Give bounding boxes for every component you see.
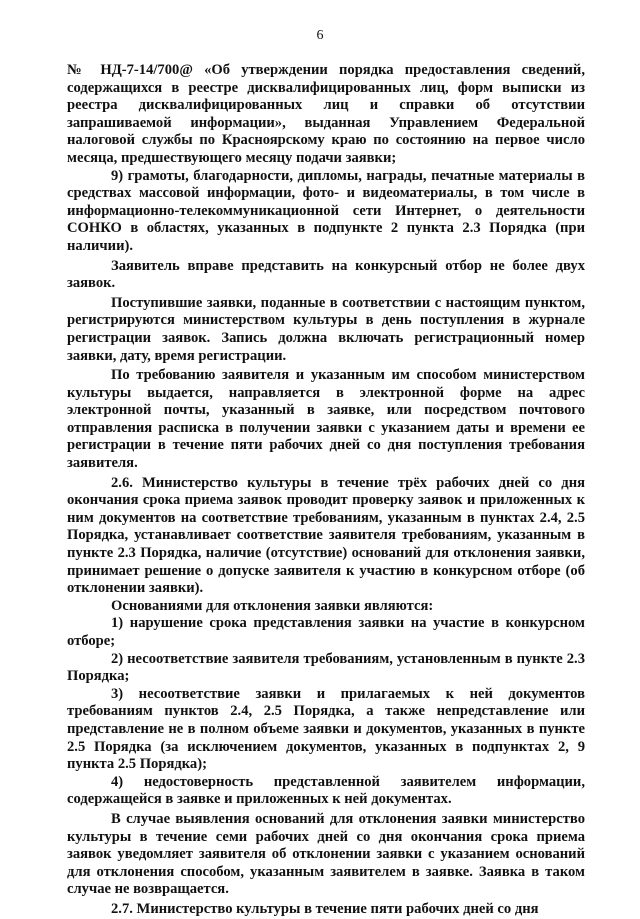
paragraph-two-applications: Заявитель вправе представить на конкурсный отбор не более двух заявок. [67, 257, 585, 292]
paragraph-cert-registry: № НД-7-14/700@ «Об утверждении порядка предоставления сведений, содержащихся в реестре дисквалифицированных лиц, форм выписки из реестра дисквалифицированных лиц и справки об отсутствии запрашиваемой информации», выданная Управлением Федеральной налоговой службы по Красноярскому краю по состоянию на первое число месяца, предшествующего месяцу подачи заявки; [67, 62, 585, 166]
list-item-ground-2: 2) несоответствие заявителя требованиям, установленным в пункте 2.3 Порядка; [67, 650, 585, 685]
paragraph-section-2-7: 2.7. Министерство культуры в течение пяти рабочих дней со дня [111, 900, 539, 917]
paragraph-rejection-notice: В случае выявления оснований для отклонения заявки министерство культуры в течение семи рабочих дней со дня окончания срока приема заявок уведомляет заявителя об отклонении заявки с указанием оснований для отклонения способом, указанным заявителем в заявке. Заявка в таком случае не возвращается. [67, 810, 585, 898]
paragraph-rejection-grounds-intro: Основаниями для отклонения заявки являются: [111, 597, 434, 614]
paragraph-receipt: По требованию заявителя и указанным им способом министерством культуры выдается, направляется в электронной форме на адрес электронной почты, указанный в заявке, или посредством почтового отправления расписка в получении заявки с указанием даты и времени ее регистрации в течение пяти рабочих дней со дня поступления требования заявителя. [67, 367, 585, 472]
list-item-ground-3: 3) несоответствие заявки и прилагаемых к ней документов требованиям пунктов 2.4, 2.5 Порядка, а также непредставление или представление не в полном объеме заявки и документов, указанных в пункте 2.5 Порядка (за исключением документов, указанных в подпунктах 2, 9 пункта 2.5 Порядка); [67, 685, 585, 773]
list-item-ground-4: 4) недостоверность представленной заявителем информации, содержащейся в заявке и приложенных к ней документах. [67, 773, 585, 808]
page-number: 6 [316, 28, 324, 43]
paragraph-section-2-6: 2.6. Министерство культуры в течение трёх рабочих дней со дня окончания срока приема заявок проводит проверку заявок и приложенных к ним документов на соответствие требованиям, указанным в пунктах 2.4, 2.5 Порядка, устанавливает соответствие заявителя требованиям, указанным в пункте 2.3 Порядка, наличие (отсутствие) оснований для отклонения заявки, принимает решение о допуске заявителя к участию в конкурсном отборе (об отклонении заявки). [67, 474, 585, 597]
document-body [67, 62, 585, 919]
paragraph-item-9-awards: 9) грамоты, благодарности, дипломы, награды, печатные материалы в средствах массовой информации, фото- и видеоматериалы, в том числе в информационно-телекоммуникационной сети Интернет, о деятельности СОНКО в областях, указанных в подпункте 2 пункта 2.3 Порядка (при наличии). [67, 167, 585, 254]
list-item-ground-1: 1) нарушение срока представления заявки на участие в конкурсном отборе; [67, 615, 585, 649]
paragraph-registration: Поступившие заявки, поданные в соответствии с настоящим пунктом, регистрируются министерством культуры в день поступления в журнале регистрации заявок. Запись должна включать регистрационный номер заявки, дату, время регистрации. [67, 294, 585, 364]
